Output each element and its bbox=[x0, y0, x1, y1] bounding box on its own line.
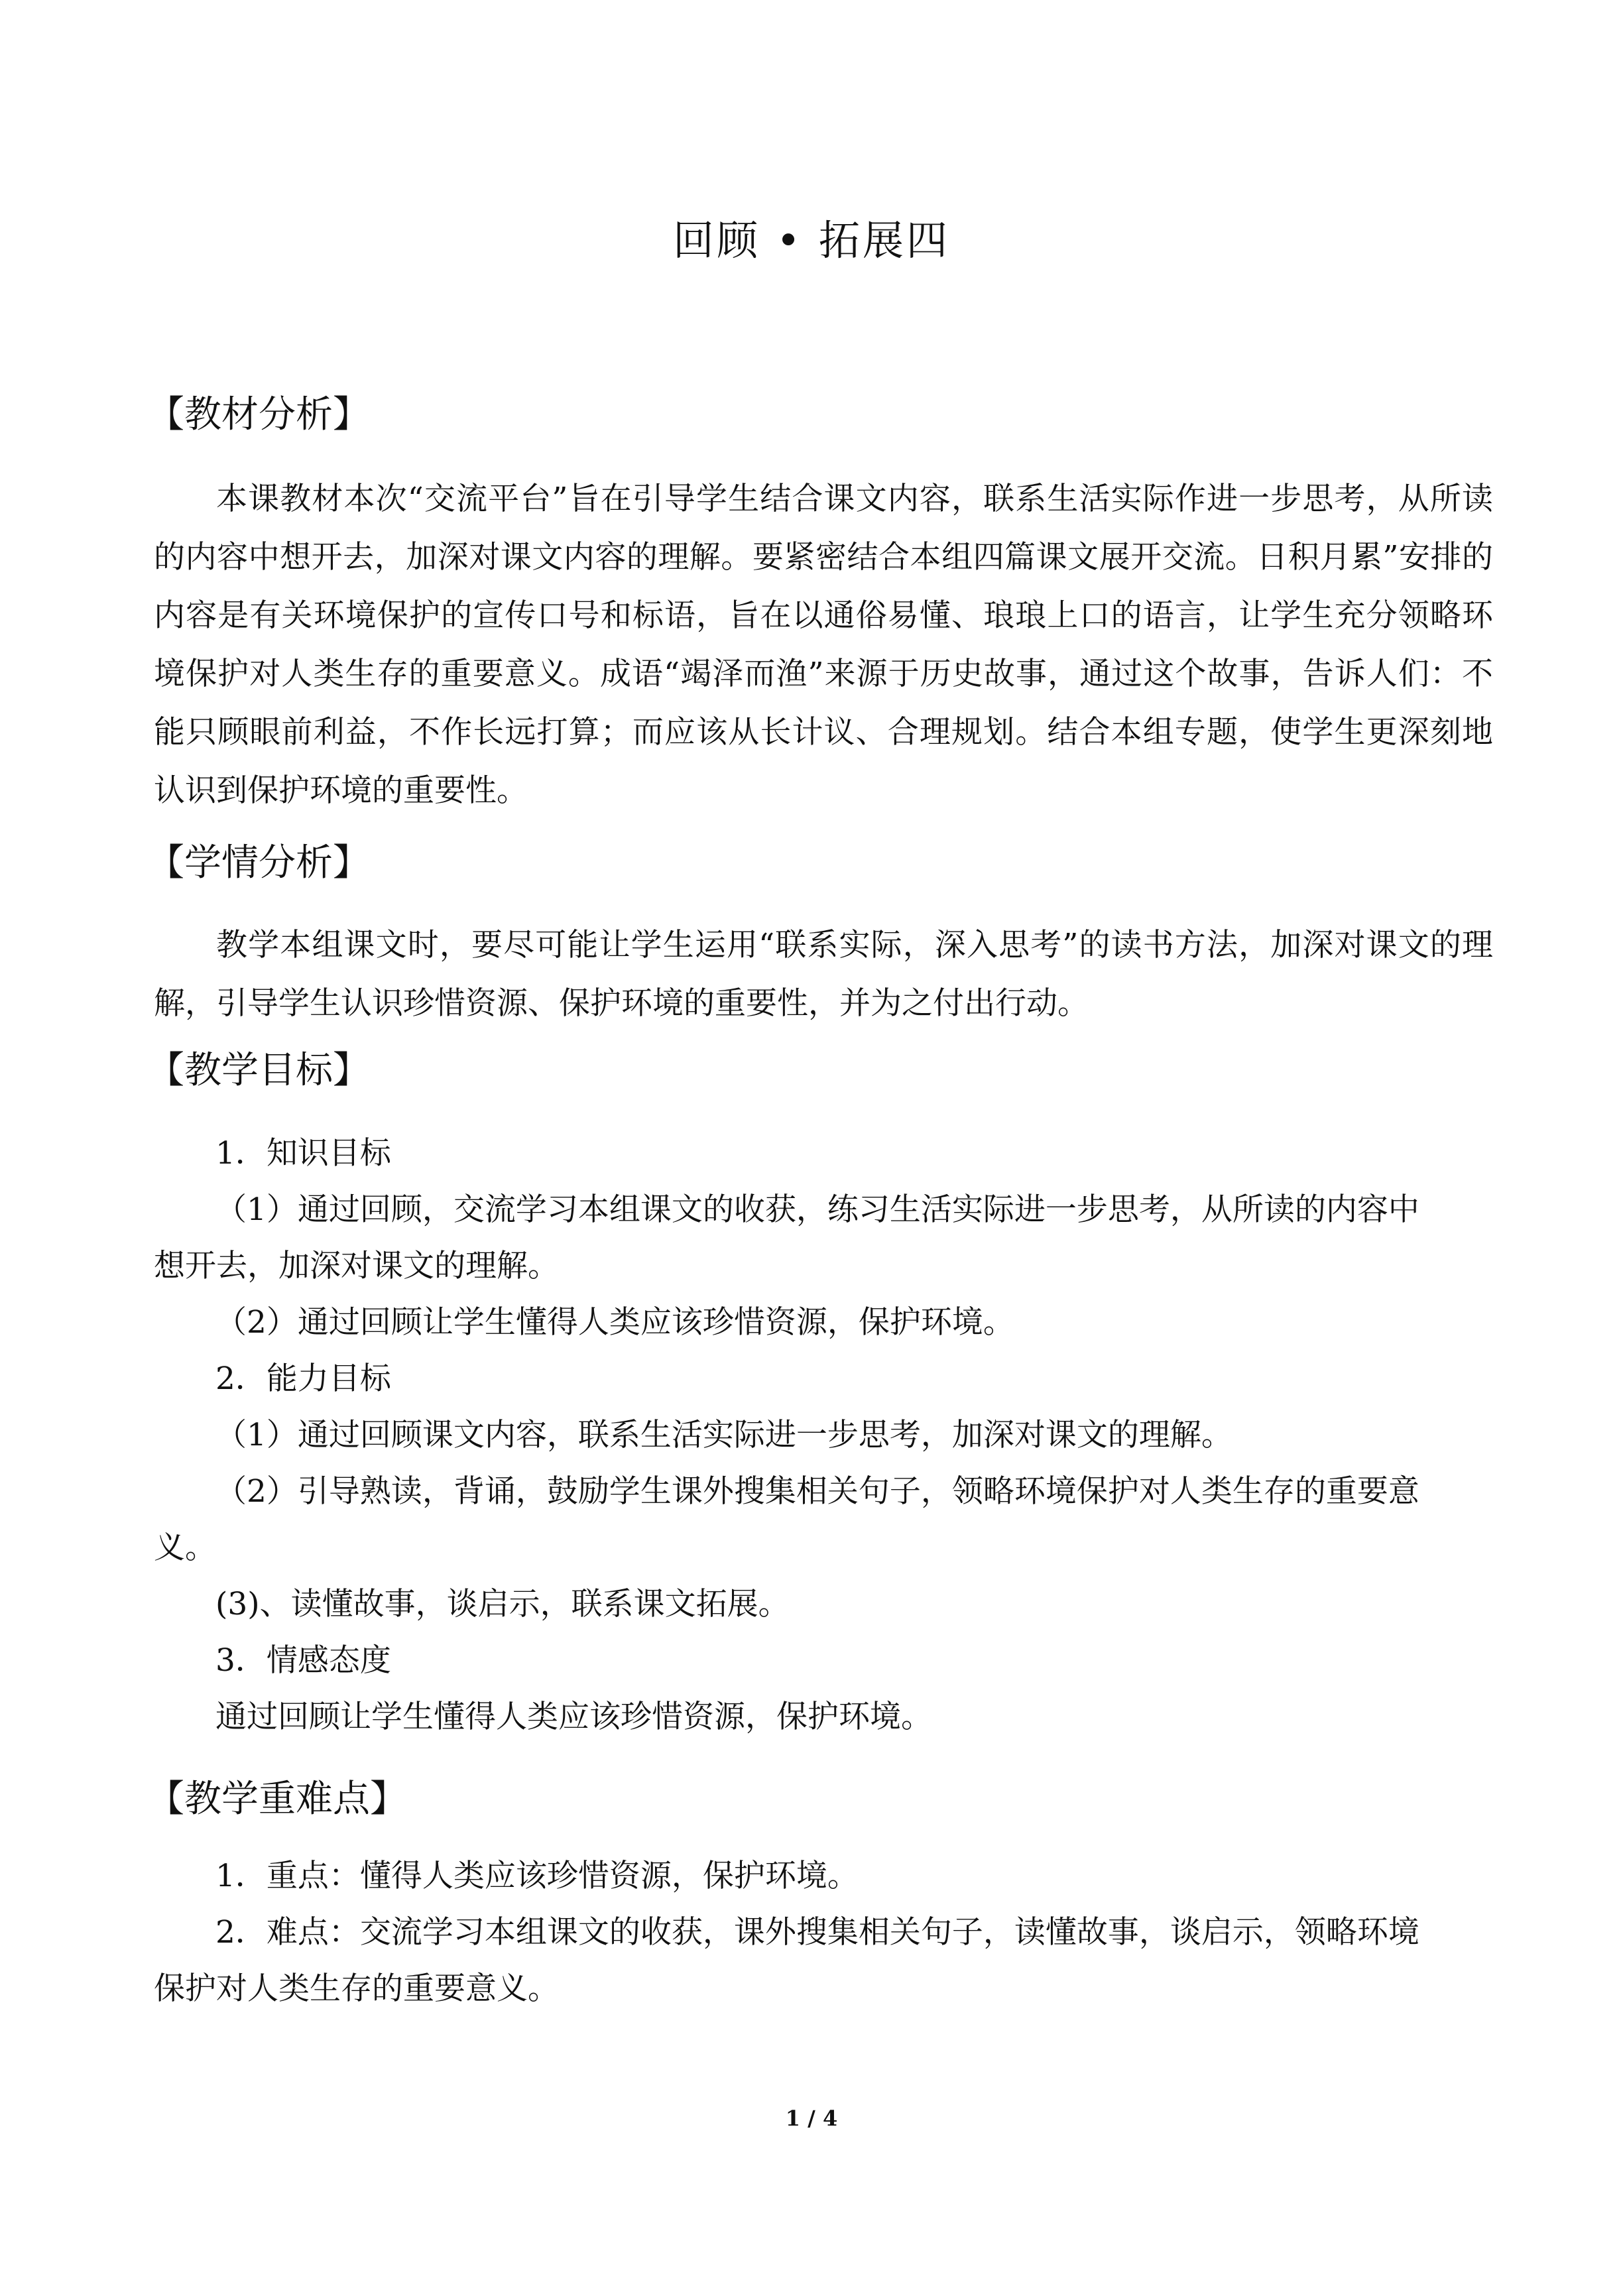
paragraph-textbook-analysis: 本课教材本次“交流平台”旨在引导学生结合课文内容，联系生活实际作进一步思考，从所读的内容中想开去，加深对课文内容的理解。要紧密结合本组四篇课文展开交流。日积月累”安排的内容是有关环境保护的宣传口号和标语，旨在以通俗易懂、琅琅上口的语言，让学生充分领略环境保护对人类生存的重要意义。成语“竭泽而渔”来源于历史故事，通过这个故事，告诉人们：不能只顾眼前利益，不作长远打算；而应该从长计议、合理规划。结合本组专题，使学生更深刻地认识到保护环境的重要性。 bbox=[154, 481, 1493, 809]
heading-learner-analysis: 【学情分析】 bbox=[147, 841, 370, 884]
heading-textbook-analysis: 【教材分析】 bbox=[147, 393, 370, 436]
goal-emotion-text: 通过回顾让学生懂得人类应该珍惜资源，保护环境。 bbox=[215, 1699, 932, 1735]
goal-ability-label: 2．能力目标 bbox=[215, 1360, 391, 1397]
goal-emotion-label: 3．情感态度 bbox=[215, 1642, 391, 1679]
key-point-2-line-2: 保护对人类生存的重要意义。 bbox=[154, 1970, 559, 2007]
goal-ability-item-1: （1）通过回顾课文内容，联系生活实际进一步思考，加深对课文的理解。 bbox=[215, 1417, 1232, 1453]
heading-key-points: 【教学重难点】 bbox=[147, 1778, 407, 1821]
goal-ability-item-2-line-1: （2）引导熟读，背诵，鼓励学生课外搜集相关句子，领略环境保护对人类生存的重要意 bbox=[215, 1473, 1419, 1510]
goal-knowledge-label: 1．知识目标 bbox=[215, 1135, 391, 1172]
document-title: 回顾 • 拓展四 bbox=[673, 216, 950, 265]
heading-teaching-goals: 【教学目标】 bbox=[147, 1049, 370, 1092]
page-number: 1 / 4 bbox=[785, 2106, 838, 2131]
key-point-2-line-1: 2．难点：交流学习本组课文的收获，课外搜集相关句子，读懂故事，谈启示，领略环境 bbox=[215, 1914, 1419, 1951]
key-point-1: 1．重点：懂得人类应该珍惜资源，保护环境。 bbox=[215, 1858, 859, 1894]
goal-knowledge-item-1-line-2: 想开去，加深对课文的理解。 bbox=[154, 1248, 559, 1284]
goal-ability-item-3: (3)、读懂故事，谈启示，联系课文拓展。 bbox=[215, 1586, 790, 1622]
goal-knowledge-item-1-line-1: （1）通过回顾，交流学习本组课文的收获，练习生活实际进一步思考，从所读的内容中 bbox=[215, 1191, 1419, 1228]
goal-knowledge-item-2: （2）通过回顾让学生懂得人类应该珍惜资源，保护环境。 bbox=[215, 1304, 1014, 1341]
paragraph-learner-analysis: 教学本组课文时，要尽可能让学生运用“联系实际，深入思考”的读书方法，加深对课文的理解，引导学生认识珍惜资源、保护环境的重要性，并为之付出行动。 bbox=[154, 927, 1493, 1022]
goal-ability-item-2-line-2: 义。 bbox=[154, 1530, 216, 1566]
